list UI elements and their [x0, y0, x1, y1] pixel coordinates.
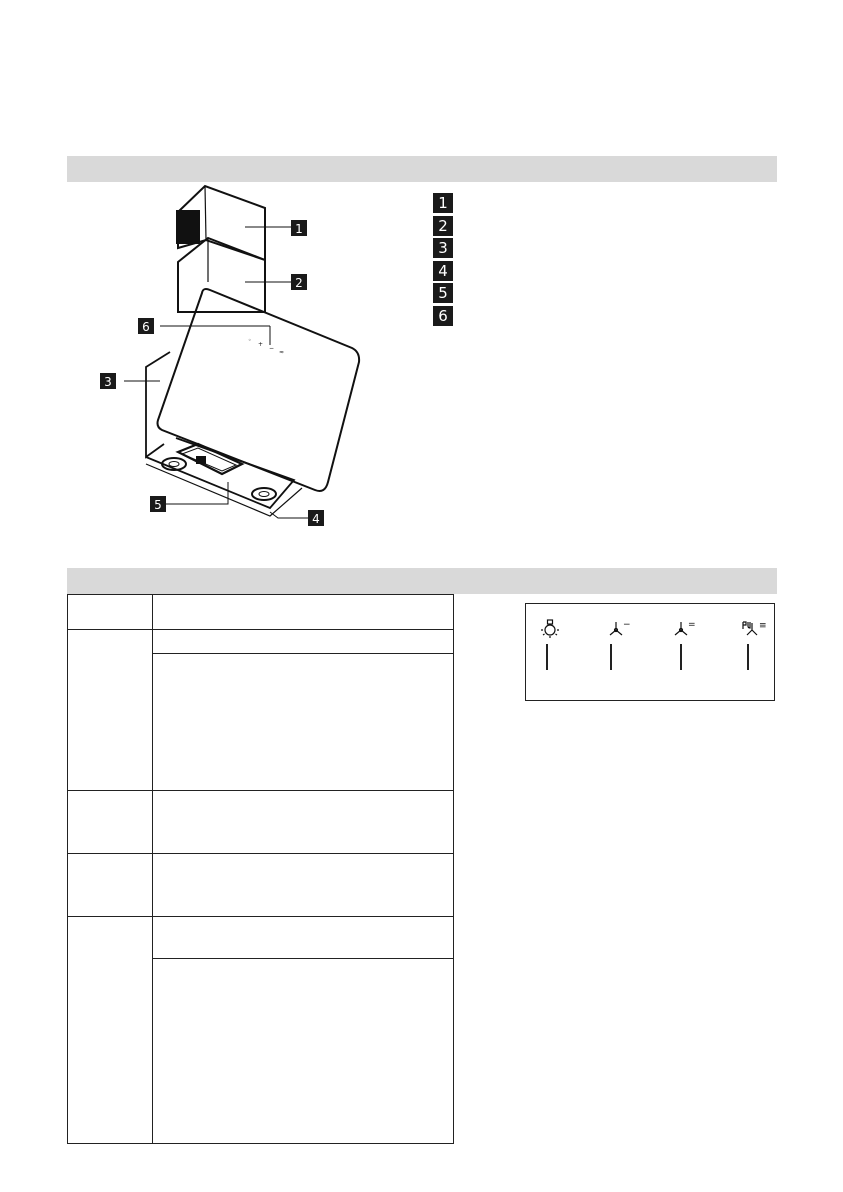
legend-item-3: [433, 238, 453, 261]
callout-label: 6: [142, 320, 150, 334]
callout-6: [138, 318, 154, 334]
indicator-line-speed-1: [610, 644, 612, 670]
fan-speed-3-mark: ≡: [759, 621, 767, 631]
lower-chimney: [178, 238, 265, 312]
table-row: [68, 630, 454, 654]
table-cell: [68, 595, 153, 630]
table-cell: [153, 854, 454, 917]
callout-label: 1: [295, 222, 303, 236]
callout-label: 3: [104, 375, 112, 389]
table-cell: [153, 791, 454, 854]
callout-5: [150, 496, 166, 512]
legend-number: 3: [433, 238, 453, 258]
callout-label: 2: [295, 276, 303, 290]
callout-4: [308, 510, 324, 526]
table-cell: [153, 595, 454, 630]
table-cell: [68, 854, 153, 917]
hood-side: [146, 352, 170, 457]
indicator-line-light: [546, 644, 548, 670]
control-panel-diagram: [525, 603, 775, 701]
legend-item-5: [433, 283, 453, 306]
parts-legend: [433, 193, 453, 328]
fan-speed-2-icon[interactable]: [669, 618, 699, 640]
glass-mark-minus: −: [269, 345, 275, 352]
range-hood-illustration: [80, 182, 380, 542]
callout-2: [291, 274, 307, 290]
table-cell: [68, 630, 153, 791]
table-row: [68, 854, 454, 917]
glass-mark-wave: ≈: [279, 349, 285, 356]
grease-filter: [178, 444, 242, 474]
glass-mark-light: ◦: [248, 337, 252, 344]
callout-3: [100, 373, 116, 389]
glass-mark-plus: +: [258, 341, 264, 348]
legend-item-2: [433, 216, 453, 239]
legend-number: 1: [433, 193, 453, 213]
table-cell: [153, 630, 454, 654]
light-bulb-icon[interactable]: [538, 618, 562, 640]
legend-number: 4: [433, 261, 453, 281]
led-lamp-right: [252, 488, 276, 500]
legend-number: 5: [433, 283, 453, 303]
legend-item-6: [433, 306, 453, 329]
table-row: [68, 791, 454, 854]
fan-speed-1-icon[interactable]: [604, 618, 634, 640]
fan-speed-3-icon[interactable]: [738, 618, 772, 640]
table-row: [68, 917, 454, 959]
legend-item-4: [433, 261, 453, 284]
table-cell: [153, 959, 454, 1144]
callout-label: 4: [312, 512, 320, 526]
table-cell: [68, 917, 153, 1144]
table-row: [68, 595, 454, 630]
callout-1: [291, 220, 307, 236]
control-description-table: [67, 594, 454, 1144]
legend-item-1: [433, 193, 453, 216]
fan-speed-1-mark: −: [623, 620, 631, 630]
table-cell: [153, 654, 454, 791]
table-cell: [68, 791, 153, 854]
fan-speed-2-mark: =: [688, 620, 696, 630]
indicator-line-speed-2: [680, 644, 682, 670]
callout-label: 5: [154, 498, 162, 512]
indicator-line-speed-3: [747, 644, 749, 670]
section-header-bar-controls: [67, 568, 777, 594]
glass-panel: [158, 289, 360, 491]
chimney-vent: [176, 210, 200, 244]
section-header-bar-description: [67, 156, 777, 182]
table-cell: [153, 917, 454, 959]
legend-number: 2: [433, 216, 453, 236]
legend-number: 6: [433, 306, 453, 326]
